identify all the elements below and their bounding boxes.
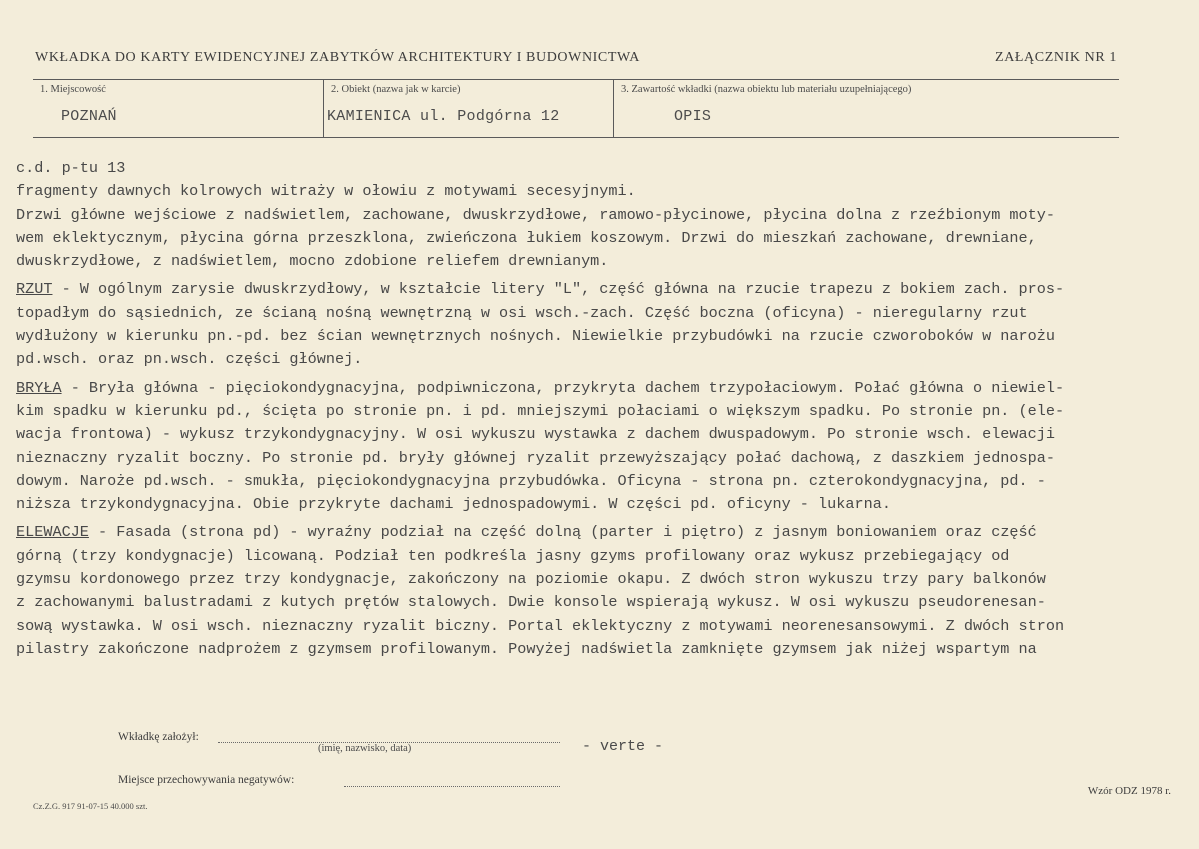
text-line: wacja frontowa) - wykusz trzykondygnacyjny. W osi wykuszu wystawka z dachem dwuspadowym. Po stronie wsch. elewacji	[16, 425, 1055, 444]
text-line: z zachowanymi balustradami z kutych prętów stalowych. Dwie konsole wspierają wykusz. W osi wykuszu pseudorenesan-	[16, 593, 1046, 612]
negatives-location-line	[344, 786, 560, 787]
text-line: dwuskrzydłowe, z nadświetlem, mocno zdobione reliefem drewnianym.	[16, 252, 609, 271]
founded-by-label: Wkładkę założył:	[118, 731, 199, 743]
form-model: Wzór ODZ 1978 r.	[1087, 785, 1171, 797]
rzut-section	[16, 278, 1191, 371]
text-line: sową wystawka. W osi wsch. nieznaczny ryzalit biczny. Portal eklektyczny z motywami neorenesansowymi. Z dwóch stron	[16, 616, 1065, 635]
text-line: wydłużony w kierunku pn.-pd. bez ścian wewnętrznych nośnych. Niewielkie przybudówki na rzucie czworoboków w narożu	[16, 327, 1055, 346]
description-body	[16, 157, 1191, 661]
bryla-section	[16, 377, 1191, 517]
text-line: - W ogólnym zarysie dwuskrzydłowy, w kształcie litery "L", część główna na rzucie trapezu z bokiem zach. pros-	[52, 280, 1065, 299]
field-object-label: 2. Obiekt (nazwa jak w karcie)	[331, 84, 461, 95]
section-heading-bryla: BRYŁA	[16, 378, 62, 397]
field-locality-value: POZNAŃ	[61, 108, 117, 125]
negatives-location-label: Miejsce przechowywania negatywów:	[118, 774, 295, 786]
field-contents	[613, 80, 1119, 137]
text-line: pilastry zakończone nadprożem z gzymsem profilowanym. Powyżej nadświetla zamknięte gzymsem jak niżej wspartym na	[16, 639, 1037, 658]
text-line: - Bryła główna - pięciokondygnacyjna, podpiwniczona, przykryta dachem trzypołaciowym. Połać główna o niewiel-	[61, 378, 1065, 397]
text-line: niższa trzykondygnacyjna. Obie przykryte dachami jednospadowymi. W części pd. oficyny - lukarna.	[16, 495, 891, 514]
text-line: Drzwi główne wejściowe z nadświetlem, zachowane, dwuskrzydłowe, ramowo-płycinowe, płycina dolna z rzeźbionym moty-	[16, 205, 1055, 224]
text-line: nieznaczny ryzalit boczny. Po stronie pd. bryły głównej ryzalit przewyższający połać dachową, z daszkiem jednospa-	[16, 448, 1055, 467]
text-line: górną (trzy kondygnacje) licowaną. Podział ten podkreśla jasny gzyms profilowany oraz wykusz przebiegający od	[16, 546, 1010, 565]
field-contents-label: 3. Zawartość wkładki (nazwa obiektu lub materiału uzupełniającego)	[621, 84, 912, 95]
text-line: c.d. p-tu 13	[16, 159, 126, 177]
field-contents-value: OPIS	[674, 108, 712, 125]
elewacje-section	[16, 521, 1191, 661]
print-code: Cz.Z.G. 917 91-07-15 40.000 szt.	[33, 801, 148, 811]
founded-by-hint: (imię, nazwisko, data)	[318, 743, 412, 754]
field-object	[323, 80, 613, 137]
text-line: - Fasada (strona pd) - wyraźny podział na część dolną (parter i piętro) z jasnym boniowaniem oraz część	[88, 523, 1037, 542]
section-heading-elewacje: ELEWACJE	[16, 523, 89, 542]
verte-note: - verte -	[582, 738, 664, 755]
intro-paragraph	[16, 157, 1191, 273]
document-title: WKŁADKA DO KARTY EWIDENCYJNEJ ZABYTKÓW ARCHITEKTURY I BUDOWNICTWA	[35, 50, 640, 65]
field-object-value: KAMIENICA ul. Podgórna 12	[327, 108, 560, 125]
section-heading-rzut: RZUT	[16, 280, 53, 299]
text-line: pd.wsch. oraz pn.wsch. części głównej.	[16, 350, 363, 369]
annex-number: ZAŁĄCZNIK NR 1	[995, 50, 1117, 65]
text-line: topadłym do sąsiednich, ze ścianą nośną wewnętrzną w osi wsch.-zach. Część boczna (oficyna) - nieregularny rzut	[16, 303, 1028, 322]
field-locality	[33, 80, 323, 137]
text-line: wem eklektycznym, płycina górna przeszklona, zwieńczona łukiem koszowym. Drzwi do mieszkań zachowane, drewniane,	[16, 228, 1037, 247]
field-locality-label: 1. Miejscowość	[40, 84, 106, 95]
text-line: gzymsu kordonowego przez trzy kondygnacje, zakończony na poziomie okapu. Z dwóch stron wykuszu trzy pary balkonów	[16, 570, 1046, 589]
text-line: dowym. Naroże pd.wsch. - smukła, pięciokondygnacyjna przybudówka. Oficyna - strona pn. czterokondygnacyjna, pd. -	[16, 471, 1046, 490]
text-line: kim spadku w kierunku pd., ścięta po stronie pn. i pd. mniejszymi połaciami o większym spadku. Po stronie pn. (ele-	[16, 401, 1065, 420]
text-line: fragmenty dawnych kolrowych witraży w ołowiu z motywami secesyjnymi.	[16, 182, 636, 201]
header-fields-table	[33, 79, 1119, 138]
